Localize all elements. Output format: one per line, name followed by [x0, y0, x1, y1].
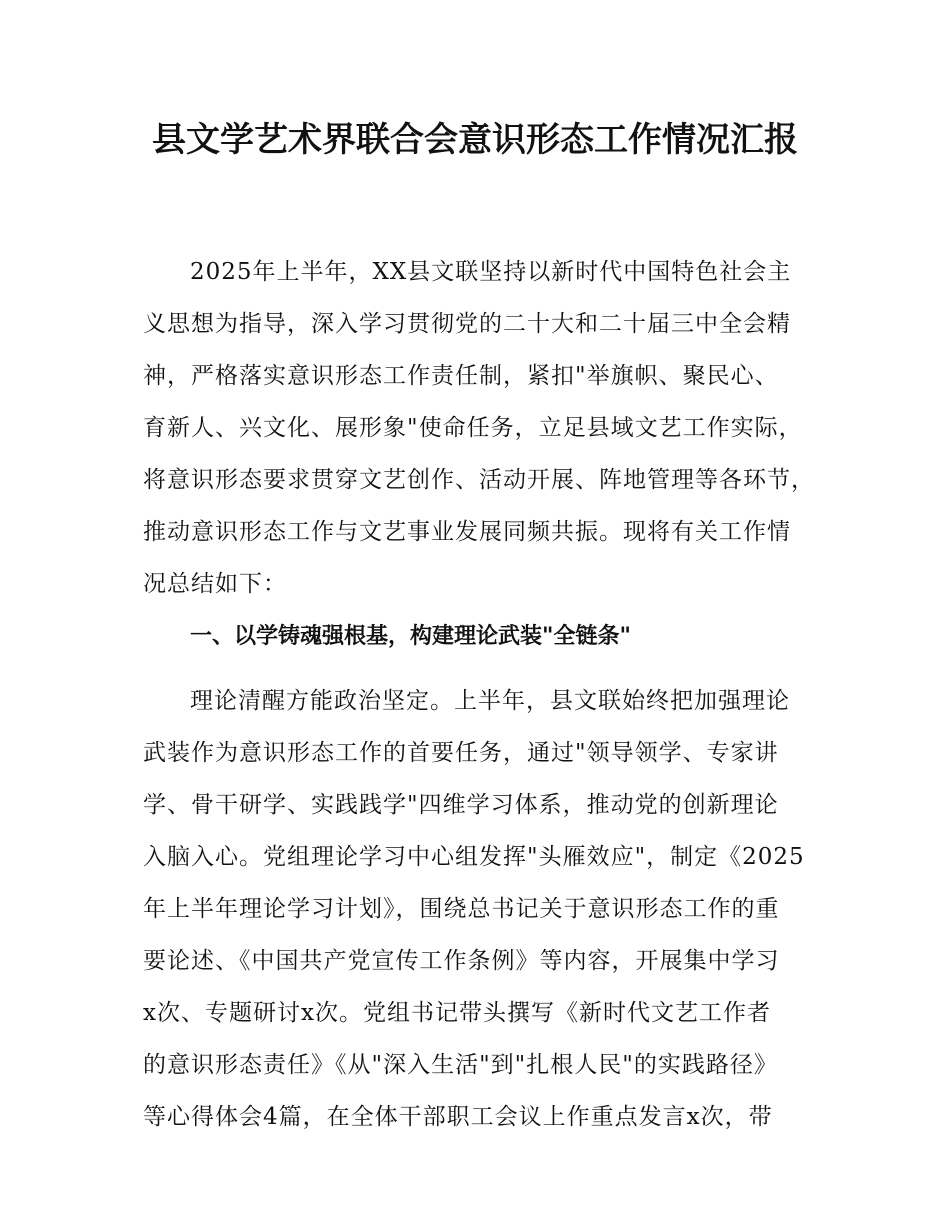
- body-line: 学、骨干研学、实践践学"四维学习体系，推动党的创新理论: [143, 792, 779, 818]
- body-line: 理论清醒方能政治坚定。上半年，县文联始终把加强理论: [190, 688, 790, 714]
- section-heading: 一、以学铸魂强根基，构建理论武装"全链条": [190, 624, 631, 649]
- body-line: x次、专题研讨x次。党组书记带头撰写《新时代文艺工作者: [143, 1000, 771, 1026]
- document-title: 县文学艺术界联合会意识形态工作情况汇报: [152, 120, 798, 160]
- intro-line: 将意识形态要求贯穿文艺创作、活动开展、阵地管理等各环节，: [143, 467, 815, 493]
- intro-line: 推动意识形态工作与文艺事业发展同频共振。现将有关工作情: [143, 519, 791, 545]
- intro-line: 育新人、兴文化、展形象"使命任务，立足县域文艺工作实际，: [143, 415, 803, 441]
- intro-line: 义思想为指导，深入学习贯彻党的二十大和二十届三中全会精: [143, 311, 791, 337]
- intro-line: 神，严格落实意识形态工作责任制，紧扣"举旗帜、聚民心、: [143, 363, 779, 389]
- body-line: 入脑入心。党组理论学习中心组发挥"头雁效应"，制定《2025: [143, 844, 805, 870]
- intro-line: 况总结如下：: [143, 571, 287, 597]
- intro-line: 2025年上半年，XX县文联坚持以新时代中国特色社会主: [190, 259, 792, 285]
- body-line: 等心得体会4篇，在全体干部职工会议上作重点发言x次，带: [143, 1104, 773, 1130]
- body-line: 武装作为意识形态工作的首要任务，通过"领导领学、专家讲: [143, 740, 779, 766]
- body-line: 年上半年理论学习计划》，围绕总书记关于意识形态工作的重: [143, 896, 780, 922]
- body-line: 的意识形态责任》《从"深入生活"到"扎根人民"的实践路径》: [143, 1052, 778, 1078]
- body-line: 要论述、《中国共产党宣传工作条例》等内容，开展集中学习: [143, 948, 780, 974]
